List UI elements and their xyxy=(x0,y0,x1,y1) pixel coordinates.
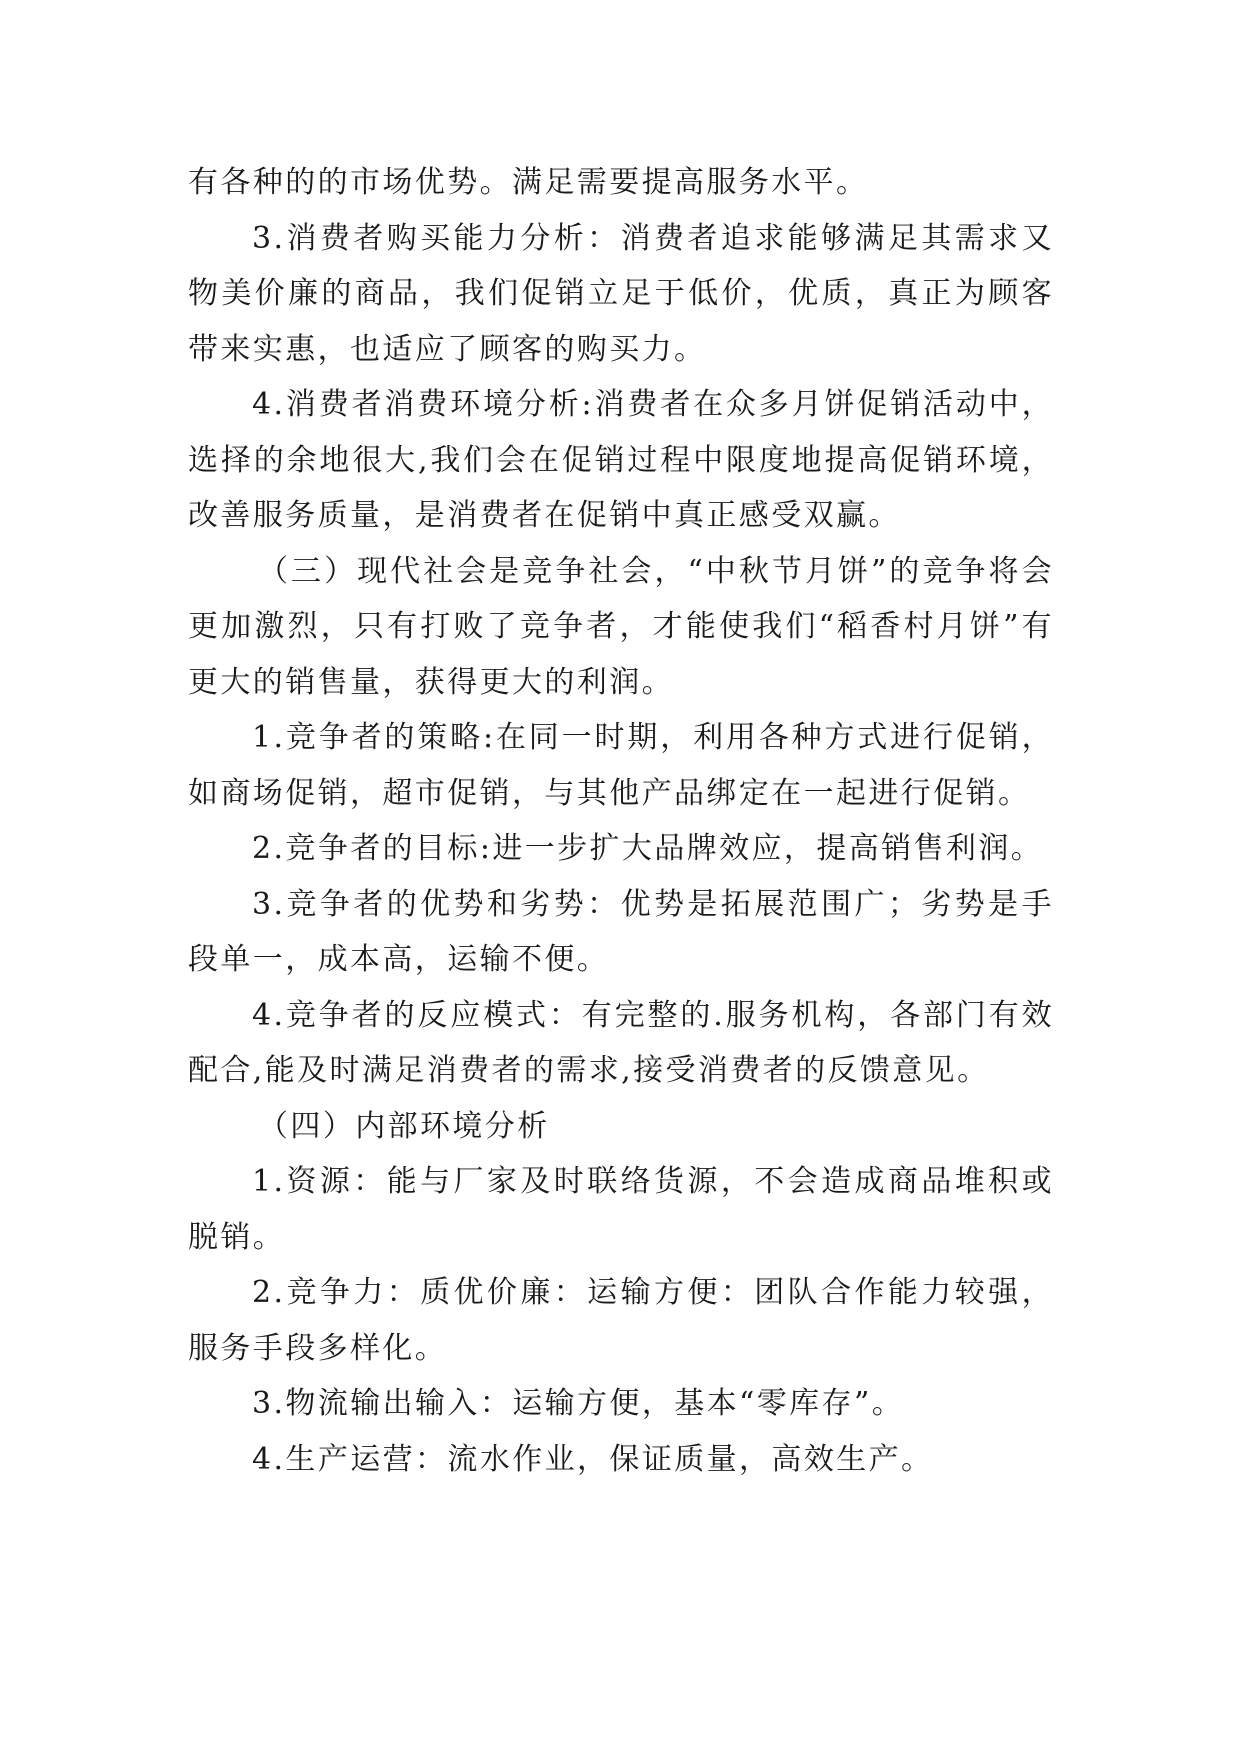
paragraph-competitor-strategy: 1.竞争者的策略:在同一时期，利用各种方式进行促销，如商场促销，超市促销，与其他产品绑定在一起进行促销。 xyxy=(188,720,1054,811)
paragraph-competitiveness: 2.竞争力：质优价廉：运输方便：团队合作能力较强，服务手段多样化。 xyxy=(188,1275,1054,1366)
paragraph-competitor-goal: 2.竞争者的目标:进一步扩大品牌效应，提高销售利润。 xyxy=(252,831,1044,866)
paragraph-logistics: 3.物流输出输入：运输方便，基本“零库存”。 xyxy=(252,1386,905,1421)
paragraph-market-advantage: 有各种的的市场优势。满足需要提高服务水平。 xyxy=(188,165,869,200)
paragraph-competitor-response: 4.竞争者的反应模式：有完整的.服务机构，各部门有效配合,能及时满足消费者的需求,接受消费者的反馈意见。 xyxy=(188,997,1054,1088)
section-heading-competition: （三）现代社会是竞争社会，“中秋节月饼”的竞争将会更加激烈，只有打败了竞争者，才能使我们“稻香村月饼”有更大的销售量，获得更大的利润。 xyxy=(188,553,1054,700)
section-heading-internal: （四）内部环境分析 xyxy=(258,1108,550,1144)
document-body xyxy=(188,155,1054,1487)
paragraph-competitor-strengths: 3.竞争者的优势和劣势：优势是拓展范围广；劣势是手段单一，成本高，运输不便。 xyxy=(188,886,1054,977)
paragraph-purchasing-power: 3.消费者购买能力分析：消费者追求能够满足其需求又物美价廉的商品，我们促销立足于低价，优质，真正为顾客带来实惠，也适应了顾客的购买力。 xyxy=(188,220,1054,367)
paragraph-consumption-environment: 4.消费者消费环境分析:消费者在众多月饼促销活动中，选择的余地很大,我们会在促销过程中限度地提高促销环境，改善服务质量，是消费者在促销中真正感受双赢。 xyxy=(188,387,1054,533)
paragraph-operations: 4.生产运营：流水作业，保证质量，高效生产。 xyxy=(252,1441,934,1477)
paragraph-resources: 1.资源：能与厂家及时联络货源，不会造成商品堆积或脱销。 xyxy=(188,1164,1054,1255)
